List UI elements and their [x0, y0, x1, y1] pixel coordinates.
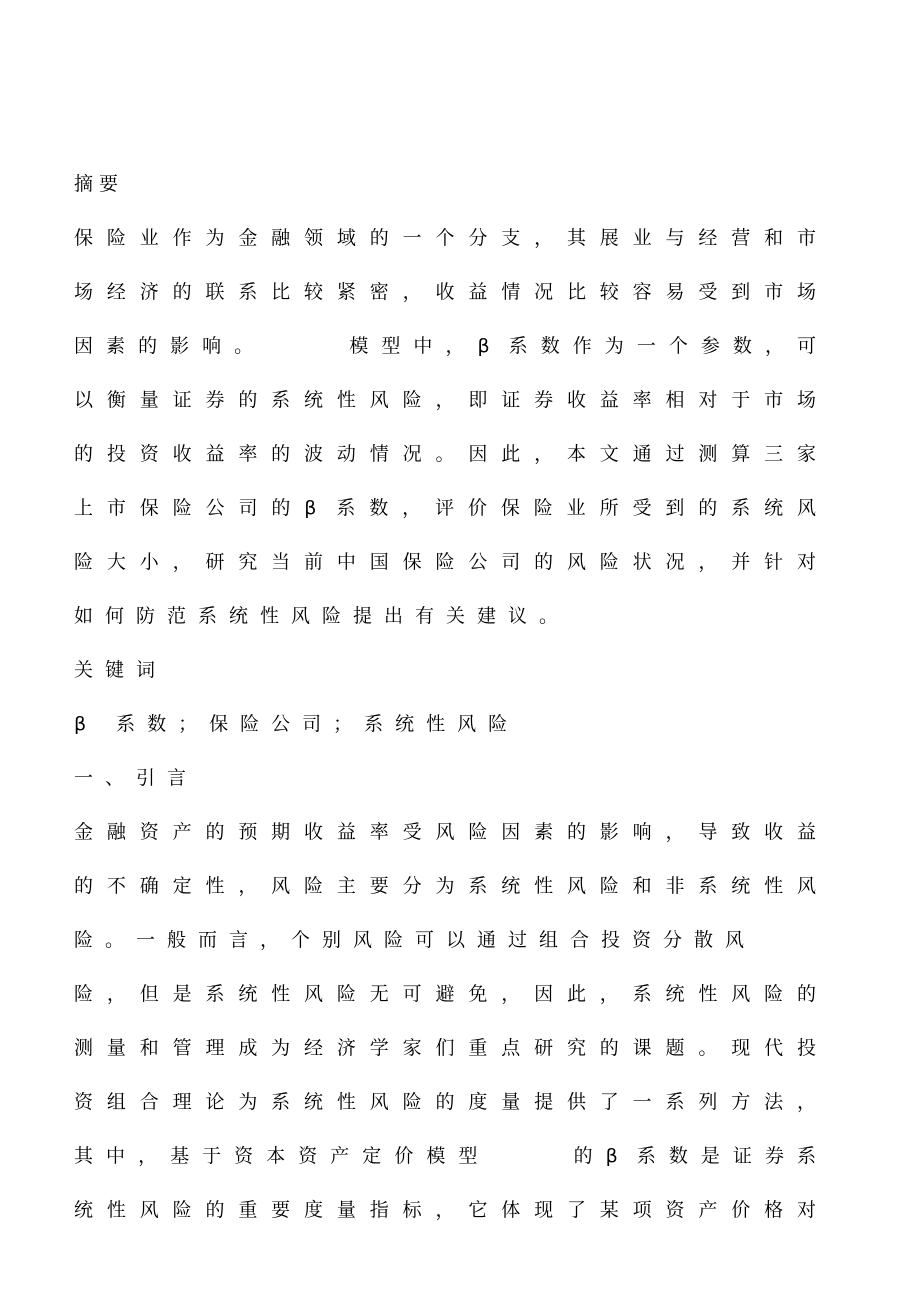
body-line: 金融资产的预期收益率受风险因素的影响，导致收益: [74, 821, 816, 843]
body-line: 场经济的联系比较紧密，收益情况比较容易受到市场: [74, 281, 816, 303]
body-line: 其中，基于资本资产定价模型 的β 系数是证券系: [74, 1145, 816, 1167]
body-line: 保险业作为金融领域的一个分支，其展业与经营和市: [74, 227, 816, 249]
body-line: 的不确定性，风险主要分为系统性风险和非系统性风: [74, 875, 816, 897]
body-line: 的投资收益率的波动情况。因此，本文通过测算三家: [74, 443, 816, 465]
body-line: 如何防范系统性风险提出有关建议。: [74, 605, 571, 627]
body-line: 险，但是系统性风险无可避免，因此，系统性风险的: [74, 983, 816, 1005]
keywords-heading: 关键词: [74, 659, 168, 681]
body-line: 险。一般而言，个别风险可以通过组合投资分散风: [74, 929, 757, 951]
body-line: 以衡量证券的系统性风险，即证券收益率相对于市场: [74, 389, 816, 411]
body-line: 统性风险的重要度量指标，它体现了某项资产价格对: [74, 1199, 816, 1221]
section-heading: 一、引言: [74, 767, 199, 789]
abstract-heading: 摘 要: [74, 173, 119, 195]
body-line: 资组合理论为系统性风险的度量提供了一系列方法，: [74, 1091, 816, 1113]
body-line: 上市保险公司的β 系数，评价保险业所受到的系统风: [74, 497, 816, 519]
body-line: 因素的影响。 模型中，β 系数作为一个参数，可: [74, 335, 816, 357]
keywords-line: β 系数；保险公司；系统性风险: [74, 713, 520, 735]
body-line: 测量和管理成为经济学家们重点研究的课题。现代投: [74, 1037, 816, 1059]
body-line: 险大小，研究当前中国保险公司的风险状况，并针对: [74, 551, 816, 573]
